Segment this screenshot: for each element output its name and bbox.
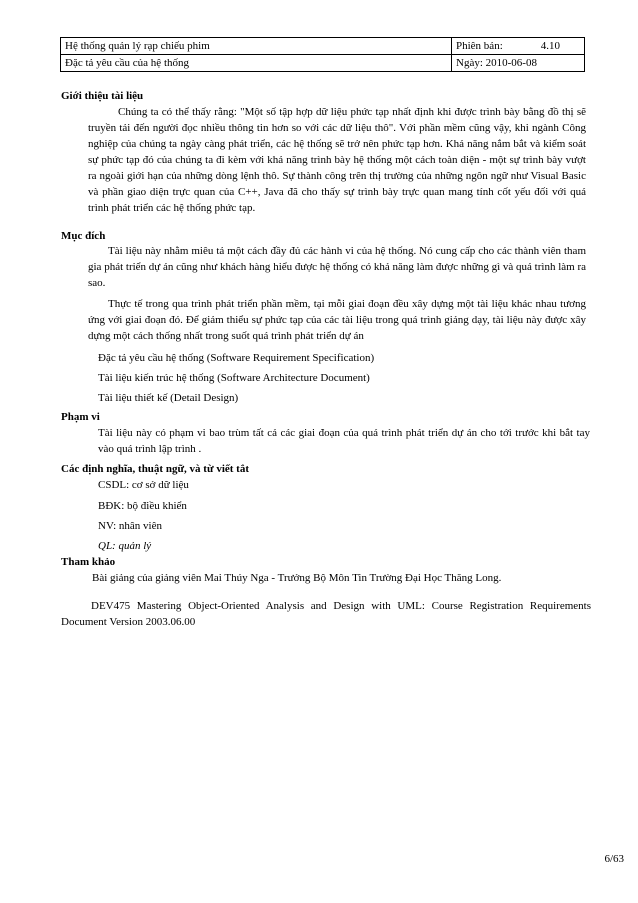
doc-item-srs: Đặc tả yêu cầu hệ thống (Software Requirement Specification) bbox=[98, 352, 375, 364]
date-cell bbox=[452, 55, 585, 72]
scope-heading: Phạm vi bbox=[61, 411, 100, 423]
doc-item-sad: Tài liệu kiến trúc hệ thống (Software Architecture Document) bbox=[98, 372, 370, 384]
reference-item-2: DEV475 Mastering Object-Oriented Analysis and Design with UML: Course Registration Requirements Document Version 2003.06.00 bbox=[61, 600, 591, 628]
version-value: 4.10 bbox=[540, 40, 560, 52]
system-name-cell: Hệ thống quản lý rạp chiếu phim bbox=[61, 38, 452, 55]
definition-item: CSDL: cơ sở dữ liệu bbox=[98, 479, 189, 491]
version-cell bbox=[452, 38, 585, 55]
purpose-paragraph-2: Thực tế trong qua trình phát triển phần mềm, tại mỗi giai đoạn đều xây dựng một tài liệu khác nhau tương ứng với giai đoạn đó. Để giảm thiểu sự phức tạp của các tài liệu trong quá trình giảng dạy, tài liệu này được xây dựng một cách thống nhất trong suốt quá trình phát triển dự án bbox=[88, 298, 586, 342]
date-label: Ngày: bbox=[456, 57, 483, 69]
page-number: 6/63 bbox=[604, 853, 624, 865]
definition-item: QL: quản lý bbox=[98, 540, 152, 552]
version-label: Phiên bản: bbox=[456, 40, 503, 52]
definition-item: BĐK: bộ điều khiển bbox=[98, 500, 187, 512]
references-heading: Tham khảo bbox=[61, 556, 116, 568]
date-value: 2010-06-08 bbox=[485, 57, 537, 69]
doc-item-detail-design: Tài liệu thiết kế (Detail Design) bbox=[98, 392, 239, 404]
intro-heading: Giới thiệu tài liệu bbox=[61, 90, 144, 102]
purpose-heading: Mục đích bbox=[61, 230, 106, 242]
purpose-paragraph-1: Tài liệu này nhằm miêu tả một cách đầy đủ các hành vi của hệ thống. Nó cung cấp cho các thành viên tham gia phát triển dự án cũng như khách hàng hiểu được hệ thống có khả năng làm được những gì và quá trình làm ra sao. bbox=[88, 245, 586, 289]
doc-name-cell: Đặc tả yêu cầu của hệ thống bbox=[61, 55, 452, 72]
reference-item-1: Bài giảng của giảng viên Mai Thúy Nga - Trưởng Bộ Môn Tin Trường Đại Học Thăng Long. bbox=[92, 572, 502, 584]
intro-text: Chúng ta có thể thấy rằng: "Một số tập hợp dữ liệu phức tạp nhất định khi được trình bày bằng đồ thị sẽ truyền tải đến người đọc nhiều thông tin hơn so với các dữ liệu thô". Với phần mềm cũng vậy, khi ngành Công nghiệp của chúng ta ngày càng phát triển, các hệ thống sẽ trở nên phức tạp hơn. Khả năng nắm bắt và kiểm soát sự phức tạp đó của chúng ta đi kèm với khả năng trình bày hệ thống một cách toàn diện - một sự trình bày vượt ra ngoài giới hạn của những dòng lệnh thô. Sự thành công trên thị trường của những ngôn ngữ như Visual Basic và phần giao diện trực quan của C++, Java đã cho thấy sự trình bày trực quan mang tính cốt yếu đối với quá trình phát triển các hệ thống phức tạp. bbox=[88, 106, 586, 214]
scope-text: Tài liệu này có phạm vi bao trùm tất cả các giai đoạn của quá trình phát triển dự án cho tới trước khi bắt tay vào quá trình lập trình . bbox=[98, 427, 590, 455]
document-header-table bbox=[60, 37, 585, 72]
definition-item: NV: nhân viên bbox=[98, 520, 162, 532]
definitions-heading: Các định nghĩa, thuật ngữ, và từ viết tắt bbox=[61, 463, 249, 475]
